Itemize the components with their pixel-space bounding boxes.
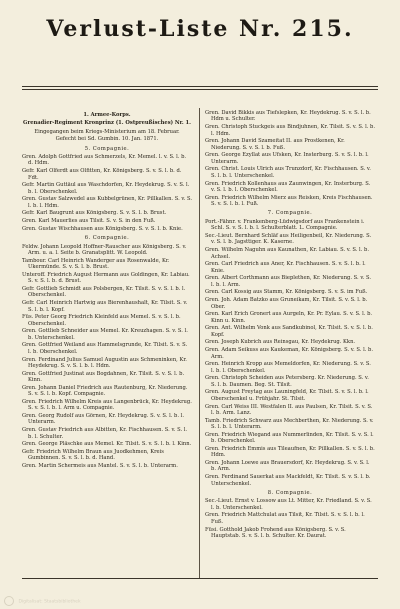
list-entry: Gren. Gustav Salzwedel aus Kubbelgrünen, Kr. Pillkallen. S. v. S. l. b. l. Hdm. xyxy=(22,196,193,209)
list-entry: Port.-Fähnr. v. Frankenberg-Lüdwigsdorf aus Frankenstein i. Schl. S. v. S. l. b. l. Schulterblatt. L. Compagnie. xyxy=(205,218,365,232)
list-entry: Tambour. Carl Heinrich Wanderger aus Rosenwalde, Kr. Ukermünde. S. v. S. l. b. Brust. xyxy=(22,257,170,271)
list-entry: Gren. Gottfried Justinat aus Bogdahnen, Kr. Tilsit. S. v. S. l. b. Kinn. xyxy=(22,370,185,384)
list-entry: Gren. Gottlieb Schneider aus Memel. Kr. Kreuzhagen. S. v. S. l. b. Unterschenkel. xyxy=(22,328,188,341)
list-entry: Gren. Karl Mauerlies aus Tilsit. S. v. S. in den Fuß. xyxy=(22,218,156,225)
list-entry: Gren. Friedrich Kollenhaus aus Zaunwingen, Kr. Insterburg. S. v. S. l. b. l. Oberschenkel. xyxy=(205,180,371,193)
heading: 1. Armee-Korps. xyxy=(83,112,131,118)
list-entry: Gefr. Karl Baugrunt aus Königsberg. S. v. S. l. b. Brust. xyxy=(22,210,167,217)
title-rule-bottom xyxy=(22,89,378,90)
list-entry: Gren. Friedrich Wilhelm Kreis aus Langenbrück, Kr. Heydekrug. S. v. S. l. b. l. Arm u. Compagnie. xyxy=(22,398,192,412)
section-heading: 8. Compagnie. xyxy=(267,489,313,496)
list-entry: Gren. Ferdinand Sauerkat aus Mackfeldt, Kr. Tilsit. S. v. S. l. b. Unterschenkel. xyxy=(205,474,371,487)
footer-text: Digitalisat: Staatsbibliothek xyxy=(18,599,81,605)
heading: Gefecht bei Sd. Gumbin. 10. Jan. 1871. xyxy=(55,136,159,143)
list-entry: Gren. Adolph Gottfried aus Schmerzels, Kr. Memel. l. v. S. l. b. d. Hdm. xyxy=(22,154,187,167)
list-entry: Gren. Carl Kossig aus Stamm, Kr. Königsberg. S. v. S. im Fuß. xyxy=(205,289,368,296)
list-entry: Gefr. Carl Heinrich Hartwig aus Bierenhaushalt, Kr. Tilsit. S. v. S. l. b. l. Kopf. xyxy=(22,300,188,313)
list-entry: Gren. George Ezyllat aus Ufsken, Kr. Insterburg. S. v. S. l. b. l. Unterarm. xyxy=(205,152,369,165)
list-entry: Tamb. Friedrich Schwarz aus Mechberthen, Kr. Niederung. S. v. S. l. b. l. Unterarm. xyxy=(205,417,374,431)
list-entry: Gren. Friedrich Mattchulat aus Tilsit, Kr. Tilsit. S. v. S. l. b. l. Fuß. xyxy=(205,512,365,525)
list-entry: Gren. Ant. Wilhelm Vonk aus Sandkubinol, Kr. Tilsit. S. v. S. l. b. Kopf. xyxy=(205,325,373,338)
section-heading: 6. Compagnie. xyxy=(84,235,130,242)
list-entry: Füsi. Gotthold Jakob Frohend aus Königsberg. S. v. S. Hauptstab. S. v. S. l. b. Schulter. Kr. Daurat. xyxy=(205,526,346,539)
heading: Eingegangen beim Kriegs-Ministerium am 18. Februar. xyxy=(34,128,180,135)
heading: Grenadier-Regiment Kronprinz (1. Ostpreußisches) Nr. 1. xyxy=(23,120,191,127)
list-entry: Füs. Peter Georg Friedrich Kleinfeld aus Memel. S. v. S. l. b. Oberschenkel. xyxy=(22,314,181,327)
list-entry: Gren. Martin Schermeis aus Mantel. S. v. S. l. b. Unterarm. xyxy=(22,463,178,470)
list-entry: Gefr. Gottlieb Schmidt aus Polsbergen, Kr. Tilsit. S. v. S. l. b. l. Oberschenkel. xyxy=(22,286,186,299)
list-entry: Gren. August Freytag aus Launingfeld, Kr. Tilsit. S. v. S. l. b. l. Oberschenkel u. Frühjahr. St. Tilsit. xyxy=(205,389,369,402)
list-entry: Gren. Johann Loewe aus Brauersdorf, Kr. Heydekrug. S. v. S. l. b. Arm. xyxy=(205,460,370,473)
list-entry: Sec.-Lieut. Ernst v. Lossow aus Lt. Mitter, Kr. Friedland. S. v. S. l. b. Unterschenkel. xyxy=(205,498,372,511)
list-entry: Gren. Ferdinand Julius Samuel Augustin aus Schmeninken, Kr. Heydekrug. S. v. S. l. b. l. Hdm. xyxy=(22,356,187,369)
list-entry: Gren. Christoph Scheiden aus Petersberg. Kr. Niederung. S. v. S. l. b. Daumen. Beg. St. Tilsit. xyxy=(205,375,369,388)
page-title: Verlust-Liste Nr. 215. xyxy=(46,16,354,42)
list-entry: Gren. Gustav Wischhausen aus Königsberg. S. v. S. l. b. Knie. xyxy=(22,225,183,232)
list-entry: Gren. Carl Weiss III. Westfalen II. aus Paulsen, Kr. Tilsit. S. v. S. l. b. Arm. Lanz. xyxy=(205,403,373,416)
list-entry: Gren. Joh. Adam Batzko aus Gruneikam, Kr. Tilsit. S. v. S. l. b. Ober. xyxy=(205,297,368,310)
left-column xyxy=(22,110,192,471)
list-entry: Unteroff. Friedrich August Hermann aus Goldingen, Kr. Labiau. S. v. S. l. b. d. Brust. xyxy=(22,271,190,285)
bottom-rule xyxy=(22,578,378,579)
list-entry: Gefr. Friedrich Wilhelm Braun aus Juodkehmen, Kreis Gumbinnen. S. v. S. l. b. d. Hand. xyxy=(22,448,164,462)
footer-license xyxy=(4,596,81,606)
list-entry: Gren. Friedrich Emmis aus Tileaufnen, Kr. Pillkallen. S. v. S. l. b. Hdm. xyxy=(205,445,375,459)
list-entry: Gren. George Pläschke aus Memel. Kr. Tilsit. S. v. S. l. b. l. Kinn. xyxy=(22,441,192,448)
section-heading: 7. Compagnie. xyxy=(267,210,313,217)
list-entry: Gren. Gottfried Weiland aus Hammelsgrunde, Kr. Tilsit. S. v. S. l. b. Oberschenkel. xyxy=(22,342,188,355)
list-entry: Gren. Friedrich Wilhelm Mierz aus Reisken, Kreis Fischhausen. S. v. S. l. b. l. Fuß. xyxy=(205,194,373,208)
list-entry: Gren. Christoph Stuckgeis aus Bindjuhnen, Kr. Tilsit. S. v. S. l. b. l. Hdm. xyxy=(205,124,376,137)
list-entry: Gren. Karl Erich Gronert aus Aurgeln, Kr. Pr. Eylau. S. v. S. l. b. Kinn u. Kinn. xyxy=(205,311,373,324)
list-entry: Gren. Christ. Louis Ulrich aus Trunzdorf, Kr. Fischhausen. S. v. S. l. b. l. Unterschenkel. xyxy=(205,166,371,179)
list-entry: Gren. Adam Seikuss aus Kaukeman, Kr. Königsberg. S. v. S. l. b. Arm. xyxy=(205,347,374,360)
list-entry: Gren. Gustav Friedrich aus Albitten, Kr. Fischhausen. S. v. S. l. b. l. Schulter. xyxy=(22,427,188,440)
list-entry: Gren. Friedrich Wiegand aus Nummerlinden, Kr. Tilsit. S. v. S. l. b. Oberschenkel. xyxy=(205,431,374,445)
section-heading: 5. Compagnie. xyxy=(84,145,130,152)
list-entry: Gefr. Martin Guttäul aus Waschdorfen, Kr. Heydekrug. S. v. S. l. b. l. Oberschenkel. xyxy=(22,182,190,195)
right-column xyxy=(205,110,375,541)
list-entry: Gren. Heinrich Kropp aus Memeldorfen, Kr. Niederung. S. v. S. l. b. l. Oberschenkel. xyxy=(205,361,371,374)
list-entry: Gren. Carl Friedrich aus Aner, Kr. Fischhausen. S. v. S. l. b. l. Knie. xyxy=(205,261,366,274)
list-entry: Gren. Johann David Szameitat II. aus Prostkenen, Kr. Niederung. S. v. S. l. b. Fuß. xyxy=(205,138,345,151)
list-entry: Gren. Wilhelm Naguhn aus Kaunathen, Kr. Labiau. S. v. S. l. b. Achsel. xyxy=(205,247,369,260)
column-divider xyxy=(199,108,200,578)
title-rule-top xyxy=(22,86,378,87)
list-entry: Gren. Albert Corthmann aus Bieplethen, Kr. Niederung. S. v. S. l. b. l. Arm. xyxy=(205,275,371,288)
list-entry: Feldw. Johann Leopold Hoffner-Rauscher aus Königsberg. S. v. Arm. u. a. l. Seite b. Granatsplitt. W. Leopold. xyxy=(22,243,187,257)
list-entry: Gefr. Karl Olferdt aus Olfitten, Kr. Königsberg. S. v. S. l. b. d. Fdt. xyxy=(22,168,182,181)
list-entry: Sec.-Lieut. Bernhard Schläf aus Heiligenbeil, Kr. Niederung. S. v. S. l. b. Jagsttiger. K. Kaserne. xyxy=(205,232,372,246)
list-entry: Gren. Joseph Kubrich aus Reinsgau, Kr. Heydekrug. Kkn. xyxy=(205,339,356,346)
license-icon xyxy=(4,596,14,606)
list-entry: Gren. Georg Rudolf aus Görnen, Kr. Heydekrug. S. v. S. l. b. l. Unterarm. xyxy=(22,413,184,426)
list-entry: Gren. David Bikkis aus Tiefslepken, Kr. Heydekrug. S. v. S. l. b. Hdm u. Schulter. xyxy=(205,110,371,123)
list-entry: Gren. Johann Daniel Friedrich aus Rautenburg, Kr. Niederung. S. v. S. l. b. Kopf. Compagnie. xyxy=(22,384,188,398)
